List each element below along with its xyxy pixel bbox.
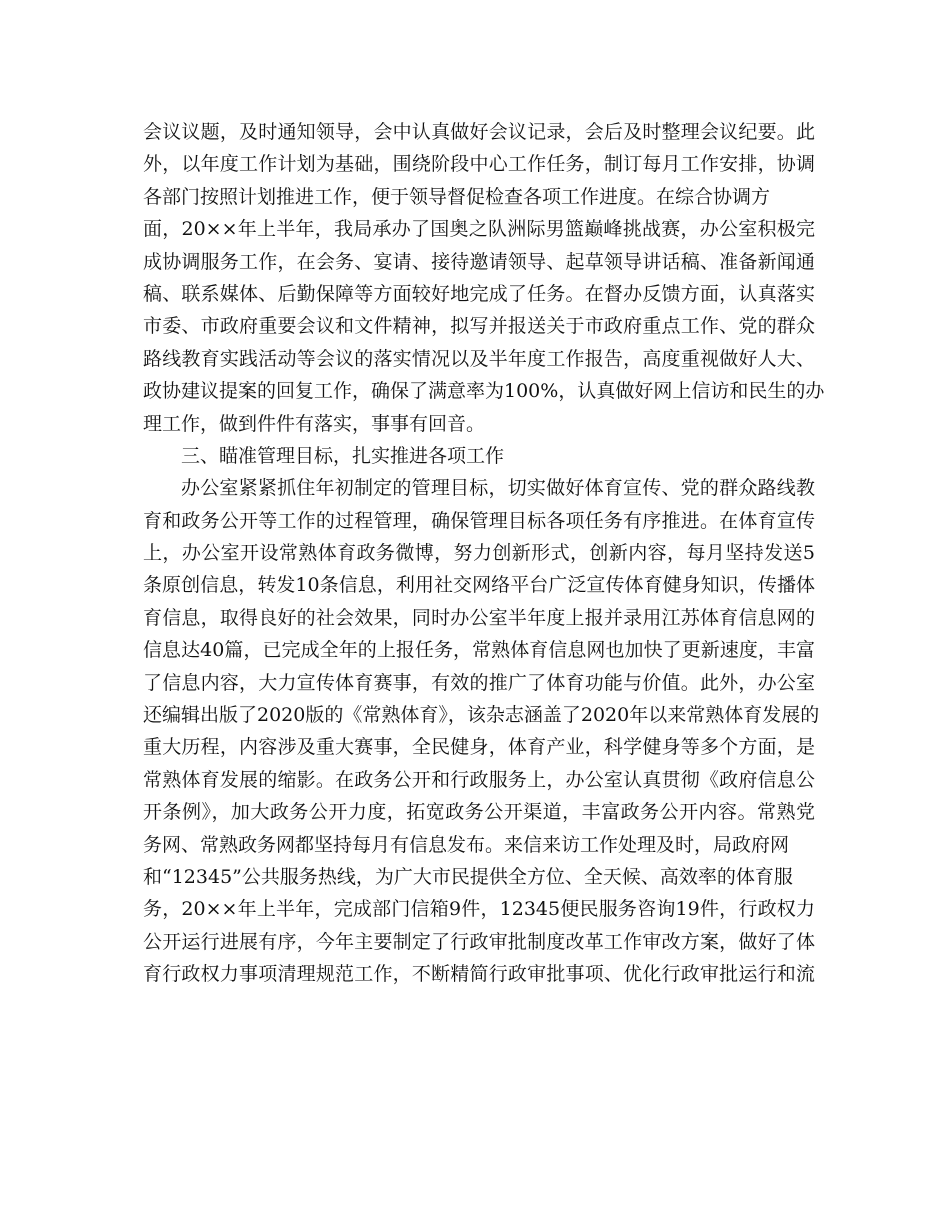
- text-line: 各部门按照计划推进工作，便于领导督促检查各项工作进度。在综合协调方: [143, 185, 771, 208]
- text-line: 稿、联系媒体、后勤保障等方面较好地完成了任务。在督办反馈方面，认真落实: [143, 282, 815, 305]
- text-line: 务，20××年上半年，完成部门信箱9件，12345便民服务咨询19件，行政权力: [143, 898, 815, 921]
- text-line: 条原创信息，转发10条信息，利用社交网络平台广泛宣传体育健身知识，传播体: [143, 574, 815, 597]
- section-heading: 三、瞄准管理目标，扎实推进各项工作: [181, 444, 505, 467]
- text-line: 公开运行进展有序，今年主要制定了行政审批制度改革工作审改方案，做好了体: [143, 930, 815, 953]
- text-line: 育信息，取得良好的社会效果，同时办公室半年度上报并录用江苏体育信息网的: [143, 606, 815, 629]
- text-line: 育行政权力事项清理规范工作，不断精简行政审批事项、优化行政审批运行和流: [143, 963, 815, 986]
- text-line: 政协建议提案的回复工作，确保了满意率为100%，认真做好网上信访和民生的办: [143, 380, 825, 403]
- text-line: 务网、常熟政务网都坚持每月有信息发布。来信来访工作处理及时，局政府网: [143, 833, 790, 856]
- text-line: 信息达40篇，已完成全年的上报任务，常熟体育信息网也加快了更新速度，丰富: [143, 639, 815, 662]
- text-line: 办公室紧紧抓住年初制定的管理目标，切实做好体育宣传、党的群众路线教: [181, 477, 815, 500]
- text-line: 还编辑出版了2020版的《常熟体育》，该杂志涵盖了2020年以来常熟体育发展的: [143, 704, 820, 727]
- text-line: 重大历程，内容涉及重大赛事，全民健身，体育产业，科学健身等多个方面，是: [143, 736, 815, 759]
- text-line: 面，20××年上半年，我局承办了国奥之队洲际男篮巅峰挑战赛，办公室积极完: [143, 218, 815, 241]
- text-line: 上，办公室开设常熟体育政务微博，努力创新形式，创新内容，每月坚持发送5: [143, 542, 815, 565]
- text-line: 了信息内容，大力宣传体育赛事，有效的推广了体育功能与价值。此外，办公室: [143, 671, 815, 694]
- text-line: 开条例》，加大政务公开力度，拓宽政务公开渠道，丰富政务公开内容。常熟党: [143, 801, 815, 824]
- text-line: 成协调服务工作，在会务、宴请、接待邀请领导、起草领导讲话稿、准备新闻通: [143, 250, 815, 273]
- text-line: 会议议题，及时通知领导，会中认真做好会议记录，会后及时整理会议纪要。此: [143, 121, 815, 143]
- text-line: 外，以年度工作计划为基础，围绕阶段中心工作任务，制订每月工作安排，协调: [143, 153, 815, 176]
- text-line: 市委、市政府重要会议和文件精神，拟写并报送关于市政府重点工作、党的群众: [143, 315, 815, 338]
- text-line: 和“12345”公共服务热线，为广大市民提供全方位、全天候、高效率的体育服: [143, 865, 793, 888]
- document-body: [143, 116, 825, 991]
- text-line: 路线教育实践活动等会议的落实情况以及半年度工作报告，高度重视做好人大、: [143, 347, 815, 370]
- text-line: 育和政务公开等工作的过程管理，确保管理目标各项任务有序推进。在体育宣传: [143, 509, 815, 532]
- text-line: 常熟体育发展的缩影。在政务公开和行政服务上，办公室认真贯彻《政府信息公: [143, 768, 815, 791]
- text-line: 理工作，做到件件有落实，事事有回音。: [143, 412, 486, 435]
